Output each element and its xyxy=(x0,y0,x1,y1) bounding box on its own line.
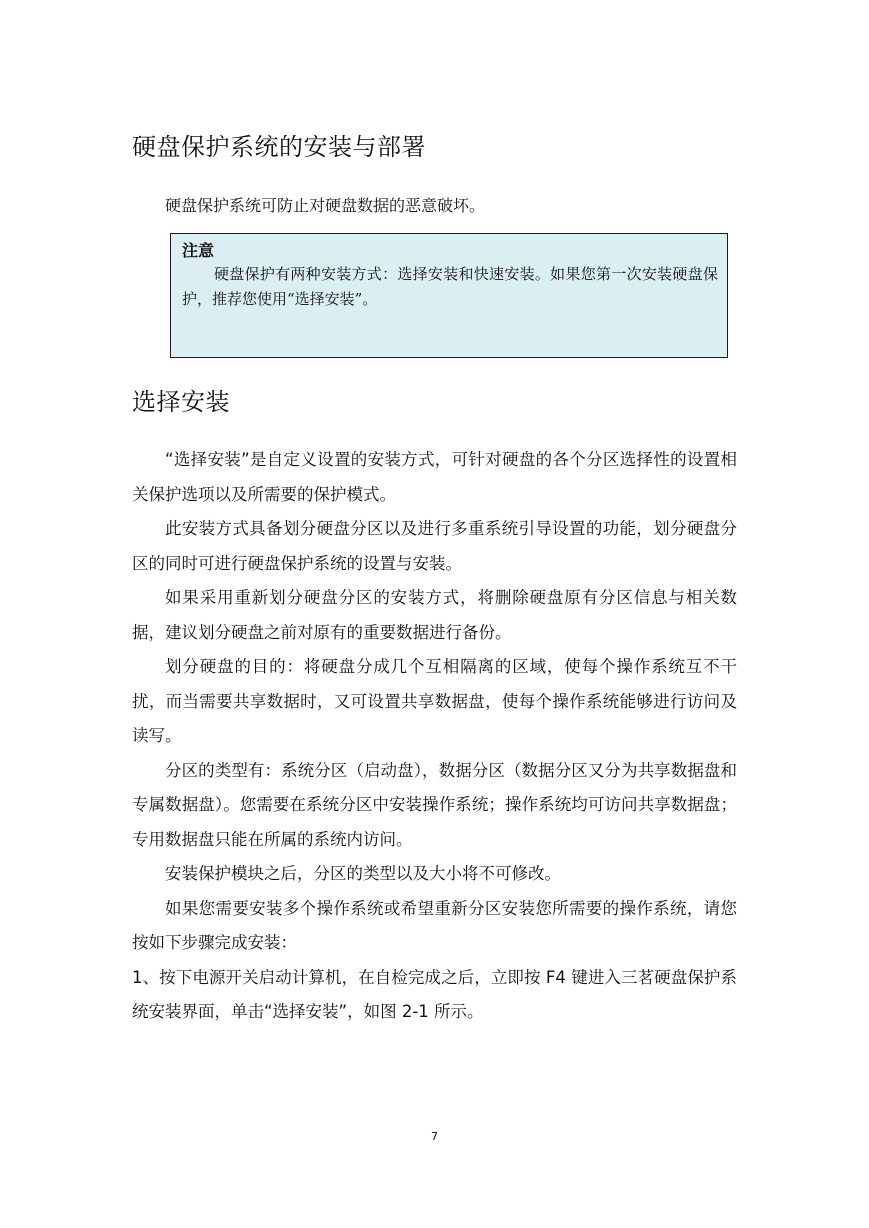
note-title: 注意 xyxy=(182,241,215,260)
note-box xyxy=(170,233,728,358)
body-paragraph: “选择安装”是自定义设置的安装方式，可针对硬盘的各个分区选择性的设置相关保护选项以及所需要的保护模式。 xyxy=(132,450,737,504)
body-paragraph: 如果采用重新划分硬盘分区的安装方式，将删除硬盘原有分区信息与相关数据，建议划分硬盘之前对原有的重要数据进行备份。 xyxy=(132,588,737,642)
main-heading: 硬盘保护系统的安装与部署 xyxy=(132,133,426,161)
step-paragraph: 1、按下电源开关启动计算机，在自检完成之后，立即按 F4 键进入三茗硬盘保护系统安装界面，单击“选择安装”，如图 2-1 所示。 xyxy=(132,967,737,1021)
section-body xyxy=(132,443,737,1030)
body-paragraph: 分区的类型有：系统分区（启动盘），数据分区（数据分区又分为共享数据盘和专属数据盘）。您需要在系统分区中安装操作系统；操作系统均可访问共享数据盘；专用数据盘只能在所属的系统内访问。 xyxy=(132,760,737,849)
body-paragraph: 安装保护模块之后，分区的类型以及大小将不可修改。 xyxy=(165,864,561,883)
note-text: 硬盘保护有两种安装方式：选择安装和快速安装。如果您第一次安装硬盘保护，推荐您使用“选择安装”。 xyxy=(182,265,718,308)
section-heading: 选择安装 xyxy=(132,388,230,416)
intro-paragraph: 硬盘保护系统可防止对硬盘数据的恶意破坏。 xyxy=(165,196,486,215)
body-paragraph: 划分硬盘的目的：将硬盘分成几个互相隔离的区域，使每个操作系统互不干扰，而当需要共享数据时，又可设置共享数据盘，使每个操作系统能够进行访问及读写。 xyxy=(132,657,737,745)
page-number: 7 xyxy=(431,1130,438,1143)
body-paragraph: 此安装方式具备划分硬盘分区以及进行多重系统引导设置的功能，划分硬盘分区的同时可进行硬盘保护系统的设置与安装。 xyxy=(132,519,737,573)
body-paragraph: 如果您需要安装多个操作系统或希望重新分区安装您所需要的操作系统，请您按如下步骤完成安装： xyxy=(132,898,737,952)
